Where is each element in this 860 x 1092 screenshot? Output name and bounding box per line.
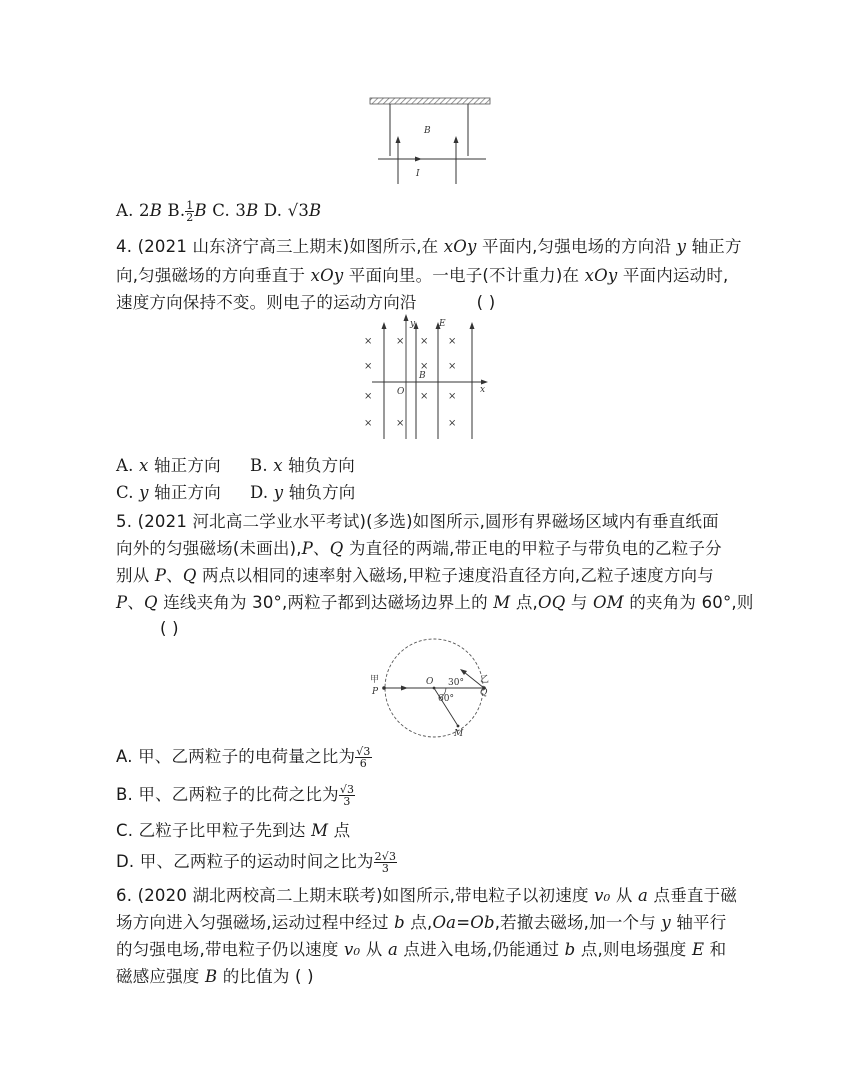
field-label-b: B: [424, 126, 431, 136]
q4-stem-line1: 4. (2021 山东济宁高三上期末)如图所示,在 xOy 平面内,匀强电场的方向沿 y 轴正方: [116, 237, 742, 256]
svg-text:×: ×: [364, 418, 373, 429]
svg-text:乙: 乙: [480, 675, 490, 685]
svg-text:Q: Q: [480, 688, 488, 698]
svg-text:甲: 甲: [370, 675, 380, 685]
svg-text:M: M: [454, 729, 464, 739]
q5-option-b[interactable]: B. 甲、乙两粒子的比荷之比为 $\frac{√3}{3}$: [116, 783, 355, 808]
q4-option-b[interactable]: B. x 轴负方向: [250, 456, 355, 475]
svg-text:×: ×: [448, 361, 457, 372]
q5-option-c[interactable]: C. 乙粒子比甲粒子先到达 M 点: [116, 821, 351, 840]
q6-stem-line2: 场方向进入匀强磁场,运动过程中经过 b 点,Oa=Ob,若撤去磁场,加一个与 y 轴平行: [116, 913, 727, 932]
q3-figure: [368, 96, 498, 191]
q6-stem-line3: 的匀强电场,带电粒子仍以速度 v₀ 从 a 点进入电场,仍能通过 b 点,则电场强度 E 和: [116, 940, 727, 959]
svg-text:×: ×: [420, 391, 429, 402]
svg-text:y: y: [410, 319, 416, 329]
q6-stem-line1: 6. (2020 湖北两校高二上期末联考)如图所示,带电粒子以初速度 v₀ 从 a 点垂直于磁: [116, 886, 738, 905]
svg-text:×: ×: [396, 418, 405, 429]
svg-text:30°: 30°: [448, 678, 464, 688]
svg-text:60°: 60°: [438, 694, 454, 704]
q5-stem-line2: 向外的匀强磁场(未画出),P、Q 为直径的两端,带正电的甲粒子与带负电的乙粒子分: [116, 539, 722, 558]
svg-text:x: x: [480, 385, 486, 395]
svg-text:×: ×: [448, 391, 457, 402]
svg-text:×: ×: [420, 361, 429, 372]
current-label-i: I: [416, 169, 420, 179]
q5-option-a[interactable]: A. 甲、乙两粒子的电荷量之比为 $\frac{√3}{6}$: [116, 745, 371, 770]
q4-option-a[interactable]: A. x 轴正方向: [116, 456, 221, 475]
svg-text:×: ×: [364, 336, 373, 347]
q4-option-d[interactable]: D. y 轴负方向: [250, 483, 356, 502]
q4-figure: [366, 314, 491, 444]
q6-stem-line4: 磁感应强度 B 的比值为 ( ): [116, 967, 314, 986]
q5-stem-line1: 5. (2021 河北高二学业水平考试)(多选)如图所示,圆形有界磁场区域内有垂直纸面: [116, 512, 719, 531]
svg-text:×: ×: [420, 336, 429, 347]
q5-option-d[interactable]: D. 甲、乙两粒子的运动时间之比为 $\frac{2√3}{3}$: [116, 850, 397, 875]
svg-text:B: B: [419, 371, 426, 381]
q4-stem-line3: 速度方向保持不变。则电子的运动方向沿 ( ): [116, 293, 496, 312]
svg-text:×: ×: [396, 336, 405, 347]
q3-options: A. 2B B. $\frac{1}{2}$ B C. 3B D. √3B: [116, 199, 322, 224]
svg-text:×: ×: [364, 391, 373, 402]
svg-text:E: E: [439, 319, 446, 329]
svg-text:O: O: [397, 387, 405, 397]
q4-stem-line2: 向,匀强磁场的方向垂直于 xOy 平面向里。一电子(不计重力)在 xOy 平面内运动时,: [116, 266, 729, 285]
answer-bracket: ( ): [294, 967, 314, 986]
svg-text:P: P: [372, 687, 379, 697]
svg-text:×: ×: [448, 418, 457, 429]
svg-text:×: ×: [448, 336, 457, 347]
q5-figure: [368, 638, 498, 738]
ceiling: [370, 98, 490, 104]
svg-text:×: ×: [364, 361, 373, 372]
q4-option-c[interactable]: C. y 轴正方向: [116, 483, 221, 502]
q5-stem-line3: 别从 P、Q 两点以相同的速率射入磁场,甲粒子速度沿直径方向,乙粒子速度方向与: [116, 566, 714, 585]
q5-stem-line4: P、Q 连线夹角为 30°,两粒子都到达磁场边界上的 M 点,OQ 与 OM 的夹角为 60°,则: [116, 593, 754, 612]
q5-bracket: [160, 618, 179, 640]
svg-text:O: O: [426, 677, 434, 687]
answer-bracket: ( ): [476, 293, 496, 312]
answer-bracket: ( ): [160, 619, 179, 638]
